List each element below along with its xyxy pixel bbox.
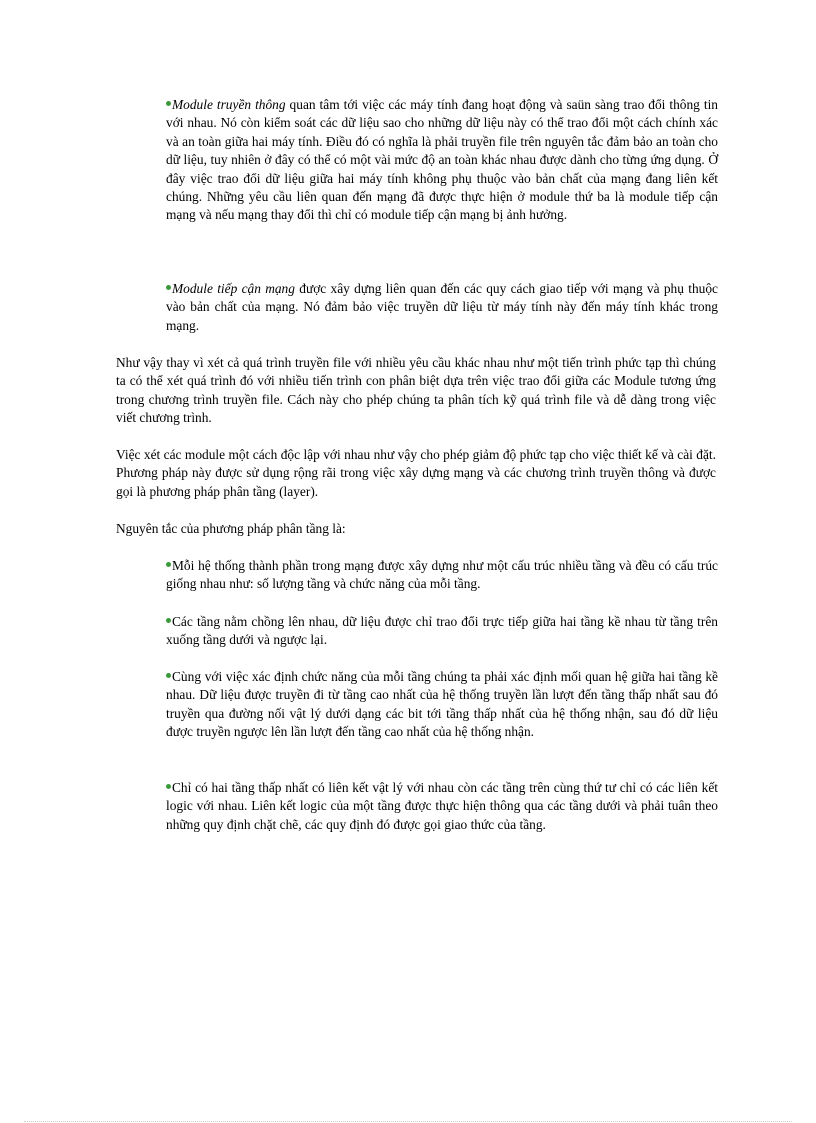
page-bottom-divider — [24, 1121, 792, 1122]
bullet-text: quan tâm tới việc các máy tính đang hoạt động và saün sàng trao đổi thông tin với nhau. Nó còn kiểm soát các dữ liệu sao cho những dữ liệu này có thể trao đổi một cách chính xác và an toàn giữa hai máy tính. Điều đó có nghĩa là phải truyền file trên nguyên tắc đảm bảo an toàn cho dữ liệu, tuy nhiên ở đây có thể có một vài mức độ an toàn khác nhau được dành cho từng ứng dụng. Ở đây việc trao đổi dữ liệu giữa hai máy tính không phụ thuộc vào bản chất của mạng đang liên kết chúng. Những yêu cầu liên quan đến mạng đã được thực hiện ở module thứ ba là module tiếp cận mạng và nếu mạng thay đổi thì chỉ có module tiếp cận mạng bị ảnh hưởng. — [166, 97, 718, 223]
principle-text: Các tầng nằm chồng lên nhau, dữ liệu được chỉ trao đổi trực tiếp giữa hai tầng kề nhau từ tầng trên xuống tầng dưới và ngược lại. — [166, 614, 718, 648]
green-bullet-icon — [166, 101, 171, 106]
green-bullet-icon — [166, 285, 171, 290]
green-bullet-icon — [166, 784, 171, 789]
green-bullet-icon — [166, 673, 171, 678]
principle-item-4 — [166, 779, 718, 834]
bullet-module-tiep-can-mang — [166, 280, 718, 335]
paragraph-3: Nguyên tắc của phương pháp phân tầng là: — [116, 521, 346, 536]
bullet-text: được xây dựng liên quan đến các quy cách giao tiếp với mạng và phụ thuộc vào bản chất của mạng. Nó đảm bảo việc truyền dữ liệu từ máy tính này đến máy tính khác trong mạng. — [166, 281, 718, 333]
bullet-lead: Module truyền thông — [172, 97, 286, 112]
bullet-lead: Module tiếp cận mạng — [172, 281, 295, 296]
principle-item-1 — [166, 557, 718, 594]
paragraph-1: Như vậy thay vì xét cả quá trình truyền file với nhiều yêu cầu khác nhau như một tiến trình phức tạp thì chúng ta có thể xét quá trình đó với nhiều tiến trình con phân biệt dựa trên việc trao đổi giữa các Module tương ứng trong chương trình truyền file. Cách này cho phép chúng ta phân tích kỹ quá trình file và dễ dàng trong việc viết chương trình. — [116, 355, 716, 426]
principle-text: Mỗi hệ thống thành phần trong mạng được xây dựng như một cấu trúc nhiều tầng và đều có cấu trúc giống nhau như: số lượng tầng và chức năng của mỗi tầng. — [166, 558, 718, 592]
principle-text: Cùng với việc xác định chức năng của mỗi tầng chúng ta phải xác định mối quan hệ giữa hai tầng kề nhau. Dữ liệu được truyền đi từ tầng cao nhất của hệ thống truyền lần lượt đến tầng thấp nhất sau đó truyền qua đường nối vật lý dưới dạng các bit tới tầng thấp nhất của hệ thống nhận, sau đó dữ liệu được truyền ngược lên lần lượt đến tầng cao nhất của hệ thống nhận. — [166, 669, 718, 740]
paragraph-2: Việc xét các module một cách độc lập với nhau như vậy cho phép giảm độ phức tạp cho việc thiết kế và cài đặt. Phương pháp này được sử dụng rộng rãi trong việc xây dựng mạng và các chương trình truyền thông và được gọi là phương pháp phân tầng (layer). — [116, 447, 716, 499]
green-bullet-icon — [166, 562, 171, 567]
green-bullet-icon — [166, 618, 171, 623]
bullet-module-truyen-thong — [166, 96, 718, 225]
principle-item-3 — [166, 668, 718, 742]
principle-text: Chỉ có hai tầng thấp nhất có liên kết vật lý với nhau còn các tầng trên cùng thứ tư chỉ có các liên kết logic với nhau. Liên kết logic của một tầng được thực hiện thông qua các tầng dưới và phải tuân theo những quy định chặt chẽ, các quy định đó được gọi giao thức của tầng. — [166, 780, 718, 832]
principle-item-2 — [166, 613, 718, 650]
